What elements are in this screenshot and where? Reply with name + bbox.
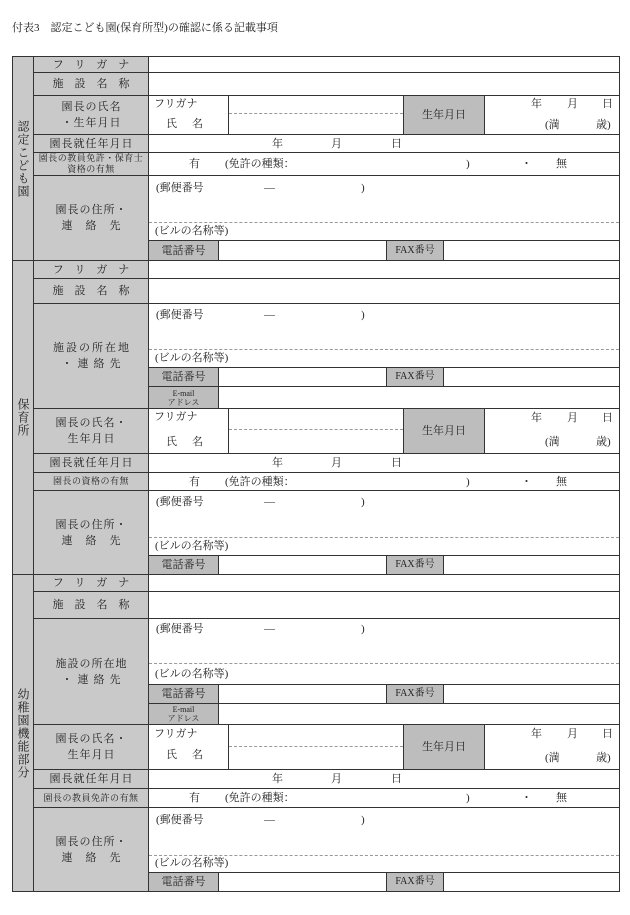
- label-furigana: [33, 56, 149, 73]
- principal-address-field: [148, 807, 620, 873]
- label-license-line1: 園長の教員免許・保育士: [38, 153, 144, 163]
- name-sublabel: 氏 名: [166, 118, 205, 130]
- address-divider: [149, 222, 619, 223]
- license-type-open: (免許の種類：: [225, 158, 295, 170]
- tel-label-text: 電話番号: [161, 688, 206, 700]
- year-unit: 年: [272, 137, 283, 150]
- birthdate-field: [484, 724, 620, 770]
- label-appointed-date: [33, 769, 149, 789]
- building-name-label: (ビルの名称等): [155, 540, 229, 552]
- postal-open: (郵便番号: [156, 496, 204, 508]
- postal-open: (郵便番号: [156, 814, 204, 826]
- email-label-line1: E-mail: [172, 388, 195, 398]
- label-principal-name-line2: ・生年月日: [61, 117, 122, 129]
- label-furigana-text: フリガナ: [52, 58, 141, 71]
- day-unit: 日: [391, 457, 402, 469]
- address-divider: [149, 663, 619, 664]
- label-principal-name-line2: 生年月日: [67, 433, 116, 445]
- postal-close: ): [361, 814, 365, 826]
- label-principal-name: [33, 724, 149, 770]
- postal-dash: —: [264, 309, 275, 321]
- label-license-line2: 資格の有無: [67, 164, 115, 174]
- postal-close: ): [361, 623, 365, 635]
- section-label-youchien: [12, 574, 34, 892]
- month-unit: 月: [331, 773, 342, 785]
- tel-label: [148, 872, 219, 892]
- age-open: (満: [545, 436, 560, 448]
- section-label-text: 認定こども園: [16, 119, 30, 198]
- facility-location-field: [148, 618, 620, 685]
- day-unit: 日: [602, 412, 613, 424]
- age-close: 歳): [596, 436, 611, 448]
- appointed-date-field: [148, 769, 620, 789]
- tel-label-text: 電話番号: [161, 371, 206, 383]
- facility-location-field: [148, 303, 620, 368]
- postal-dash: —: [264, 814, 275, 826]
- section-label-kodomoen: [12, 56, 34, 261]
- license-field: [148, 152, 620, 176]
- postal-dash: —: [264, 496, 275, 508]
- tel-field: [218, 240, 387, 261]
- fax-label-text: FAX番号: [395, 244, 435, 256]
- month-unit: 月: [567, 728, 578, 740]
- label-principal-address: [33, 490, 149, 575]
- label-principal-name-line1: 園長の氏名: [61, 101, 122, 113]
- birthdate-label-text: 生年月日: [422, 109, 466, 121]
- birthdate-label: [403, 95, 485, 135]
- tel-label-text: 電話番号: [161, 559, 206, 571]
- postal-open: (郵便番号: [156, 309, 204, 321]
- furigana-sublabel: フリガナ: [154, 728, 198, 740]
- name-sublabel: 氏 名: [166, 749, 205, 761]
- tel-label: [148, 240, 219, 261]
- label-qualification-text: 園長の資格の有無: [52, 476, 129, 486]
- label-appointed-date: [33, 134, 149, 153]
- label-facility-location-line2: ・連絡先: [61, 358, 126, 370]
- label-furigana: [33, 260, 149, 279]
- birthdate-label: [403, 724, 485, 770]
- email-field: [218, 703, 620, 725]
- building-name-label: (ビルの名称等): [155, 857, 229, 869]
- label-principal-name: [33, 95, 149, 135]
- year-unit: 年: [531, 728, 542, 740]
- email-label-line2: アドレス: [167, 714, 200, 723]
- tel-label-text: 電話番号: [161, 876, 206, 888]
- fax-field: [443, 872, 620, 892]
- label-principal-address: [33, 175, 149, 261]
- qualification-field: [148, 472, 620, 491]
- principal-address-field: [148, 490, 620, 556]
- appointed-date-field: [148, 453, 620, 473]
- label-appointed-date: [33, 453, 149, 473]
- none-option: 無: [556, 475, 567, 488]
- tel-field: [218, 684, 387, 704]
- fax-field: [443, 240, 620, 261]
- label-license-text: 園長の教員免許の有無: [43, 792, 139, 803]
- birthdate-label: [403, 408, 485, 454]
- tel-field: [218, 367, 387, 387]
- section-label-text: 幼稚園機能部分: [16, 687, 30, 779]
- label-facility-location: [33, 303, 149, 409]
- principal-name-field: [228, 95, 404, 135]
- option-separator: ・: [521, 792, 532, 804]
- month-unit: 月: [331, 137, 342, 150]
- furigana-sublabel: フリガナ: [154, 98, 198, 110]
- postal-open: (郵便番号: [156, 623, 204, 635]
- building-name-label: (ビルの名称等): [155, 225, 229, 237]
- birthdate-label-text: 生年月日: [422, 741, 466, 753]
- has-option: 有: [189, 792, 200, 804]
- section-label-hoikusho: [12, 260, 34, 575]
- tel-label: [148, 367, 219, 387]
- tel-field: [218, 555, 387, 575]
- email-field: [218, 386, 620, 409]
- label-facility-name-text: 施設名称: [52, 78, 141, 90]
- postal-close: ): [361, 309, 365, 321]
- facility-name-field: [148, 591, 620, 619]
- license-type-close: ): [466, 792, 470, 804]
- label-furigana-text: フリガナ: [52, 577, 141, 589]
- postal-dash: —: [264, 182, 275, 194]
- label-facility-name: [33, 278, 149, 304]
- label-license: [33, 788, 149, 808]
- appointed-date-field: [148, 134, 620, 153]
- license-type-close: ): [466, 475, 470, 488]
- furigana-divider: [229, 429, 403, 430]
- label-principal-name-line2: 生年月日: [67, 749, 116, 761]
- label-facility-location-line2: ・連絡先: [61, 673, 126, 686]
- label-principal-name-line1: 園長の氏名・: [55, 733, 128, 745]
- label-appointed-date-text: 園長就任年月日: [49, 773, 134, 785]
- label-principal-address-line1: 園長の住所・: [55, 518, 128, 531]
- tel-label: [148, 555, 219, 575]
- label-facility-name: [33, 591, 149, 619]
- furigana-sublabel: フリガナ: [154, 411, 198, 423]
- label-principal-address-line2: 連 絡 先: [61, 534, 122, 547]
- year-unit: 年: [272, 457, 283, 469]
- address-divider: [149, 855, 619, 856]
- fax-field: [443, 555, 620, 575]
- label-appointed-date-text: 園長就任年月日: [49, 457, 134, 469]
- year-unit: 年: [531, 98, 542, 110]
- address-divider: [149, 537, 619, 538]
- none-option: 無: [556, 792, 567, 804]
- license-type-open: (免許の種類：: [225, 475, 295, 488]
- label-qualification: [33, 472, 149, 491]
- birthdate-field: [484, 408, 620, 454]
- has-option: 有: [189, 475, 200, 488]
- facility-name-field: [148, 72, 620, 96]
- label-facility-name-text: 施設名称: [52, 599, 141, 611]
- fax-label: [386, 872, 444, 892]
- address-divider: [149, 349, 619, 350]
- license-type-open: (免許の種類：: [225, 792, 295, 804]
- age-close: 歳): [596, 119, 611, 131]
- postal-dash: —: [264, 623, 275, 635]
- month-unit: 月: [567, 412, 578, 424]
- fax-label: [386, 240, 444, 261]
- furigana-divider: [229, 746, 403, 747]
- none-option: 無: [556, 158, 567, 170]
- age-open: (満: [545, 752, 560, 764]
- label-principal-address-line2: 連 絡 先: [61, 220, 122, 232]
- postal-close: ): [361, 496, 365, 508]
- label-furigana-text: フリガナ: [52, 263, 141, 276]
- email-label: [148, 703, 219, 725]
- fax-label: [386, 555, 444, 575]
- principal-name-sublabels: [148, 724, 229, 770]
- principal-address-field: [148, 175, 620, 241]
- email-label: [148, 386, 219, 409]
- building-name-label: (ビルの名称等): [155, 352, 229, 364]
- email-label-line1: E-mail: [172, 705, 195, 714]
- birthdate-label-text: 生年月日: [422, 425, 466, 437]
- label-principal-address-line1: 園長の住所・: [55, 204, 128, 216]
- label-license: [33, 152, 149, 176]
- fax-label: [386, 684, 444, 704]
- fax-label-text: FAX番号: [395, 876, 435, 887]
- fax-label: [386, 367, 444, 387]
- year-unit: 年: [272, 773, 283, 785]
- label-facility-location-line1: 施設の所在地: [55, 657, 128, 670]
- fax-label-text: FAX番号: [395, 688, 435, 699]
- fax-field: [443, 367, 620, 387]
- day-unit: 日: [602, 728, 613, 740]
- day-unit: 日: [391, 773, 402, 785]
- facility-name-field: [148, 278, 620, 304]
- age-open: (満: [545, 119, 560, 131]
- document-title: 付表3 認定こども園(保育所型)の確認に係る記載事項: [12, 22, 278, 34]
- facility-furigana-field: [148, 574, 620, 592]
- postal-close: ): [361, 182, 365, 194]
- facility-furigana-field: [148, 260, 620, 279]
- principal-name-sublabels: [148, 408, 229, 454]
- has-option: 有: [189, 158, 200, 170]
- month-unit: 月: [567, 98, 578, 110]
- principal-name-field: [228, 408, 404, 454]
- tel-field: [218, 872, 387, 892]
- license-type-close: ): [466, 158, 470, 170]
- label-appointed-date-text: 園長就任年月日: [49, 137, 134, 150]
- label-principal-address: [33, 807, 149, 892]
- fax-field: [443, 684, 620, 704]
- building-name-label: (ビルの名称等): [155, 668, 229, 680]
- month-unit: 月: [331, 457, 342, 469]
- label-furigana: [33, 574, 149, 592]
- tel-label: [148, 684, 219, 704]
- postal-open: (郵便番号: [156, 182, 204, 194]
- label-principal-name: [33, 408, 149, 454]
- day-unit: 日: [391, 137, 402, 150]
- section-label-text: 保育所: [16, 398, 30, 437]
- facility-furigana-field: [148, 56, 620, 73]
- fax-label-text: FAX番号: [395, 371, 435, 382]
- option-separator: ・: [521, 158, 532, 170]
- tel-label-text: 電話番号: [161, 244, 206, 257]
- principal-name-field: [228, 724, 404, 770]
- day-unit: 日: [602, 98, 613, 110]
- fax-label-text: FAX番号: [395, 559, 435, 570]
- license-field: [148, 788, 620, 808]
- label-principal-address-line2: 連 絡 先: [61, 851, 122, 864]
- option-separator: ・: [521, 475, 532, 488]
- furigana-divider: [229, 113, 403, 114]
- label-principal-address-line1: 園長の住所・: [55, 835, 128, 848]
- birthdate-field: [484, 95, 620, 135]
- principal-name-sublabels: [148, 95, 229, 135]
- year-unit: 年: [531, 412, 542, 424]
- label-facility-name-text: 施設名称: [52, 285, 141, 297]
- label-facility-name: [33, 72, 149, 96]
- name-sublabel: 氏 名: [166, 436, 205, 448]
- label-principal-name-line1: 園長の氏名・: [55, 417, 128, 429]
- email-label-line2: アドレス: [167, 397, 200, 407]
- label-facility-location-line1: 施設の所在地: [53, 342, 131, 354]
- age-close: 歳): [596, 752, 611, 764]
- label-facility-location: [33, 618, 149, 725]
